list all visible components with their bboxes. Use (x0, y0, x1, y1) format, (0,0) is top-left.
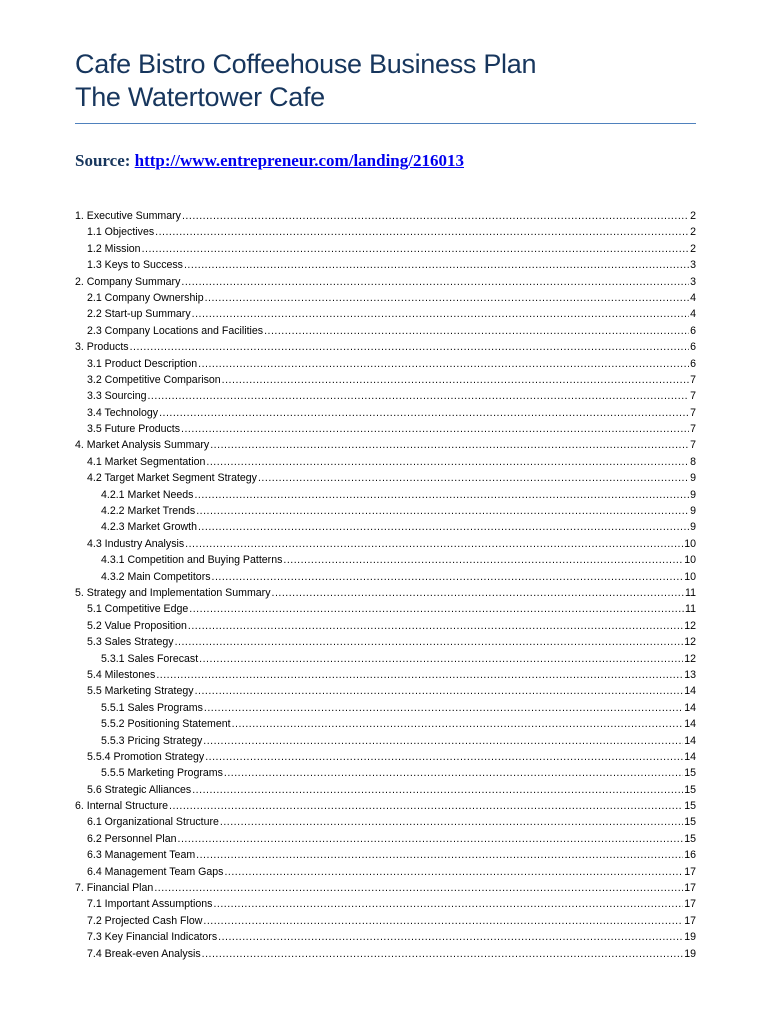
toc-entry-page-number: 7 (690, 406, 696, 419)
toc-entry-label: 3.1 Product Description (87, 357, 198, 370)
toc-entry-label: 3.4 Technology (87, 406, 159, 419)
toc-entry[interactable] (75, 601, 696, 617)
toc-dot-leader (178, 831, 684, 847)
toc-entry[interactable] (75, 356, 696, 372)
toc-entry-label: 5.5 Marketing Strategy (87, 685, 194, 698)
toc-entry[interactable] (75, 798, 696, 814)
toc-entry[interactable] (75, 454, 696, 470)
toc-entry[interactable] (75, 749, 696, 765)
toc-entry[interactable] (75, 716, 696, 732)
toc-entry[interactable] (75, 274, 696, 290)
source-line (75, 151, 464, 171)
toc-entry[interactable] (75, 405, 696, 421)
toc-entry[interactable] (75, 896, 696, 912)
toc-entry-page-number: 10 (684, 570, 696, 583)
toc-entry-page-number: 7 (690, 373, 696, 386)
toc-entry-label: 4.2.2 Market Trends (101, 505, 196, 518)
toc-entry-page-number: 6 (690, 341, 696, 354)
toc-entry-page-number: 14 (684, 701, 696, 714)
toc-entry-label: 6. Internal Structure (75, 800, 169, 813)
toc-entry-label: 2.2 Start-up Summary (87, 308, 191, 321)
toc-entry-page-number: 15 (684, 832, 696, 845)
toc-entry-label: 7.4 Break-even Analysis (87, 947, 201, 960)
toc-entry-page-number: 11 (685, 586, 696, 599)
toc-entry-label: 6.1 Organizational Structure (87, 816, 219, 829)
toc-entry-label: 7.3 Key Financial Indicators (87, 931, 218, 944)
toc-dot-leader (185, 536, 683, 552)
toc-entry[interactable] (75, 388, 696, 404)
toc-entry[interactable] (75, 880, 696, 896)
toc-entry[interactable] (75, 339, 696, 355)
source-label: Source: (75, 151, 131, 170)
table-of-contents (75, 208, 696, 962)
toc-entry-label: 3. Products (75, 341, 129, 354)
toc-dot-leader (181, 421, 689, 437)
toc-entry-label: 5.4 Milestones (87, 668, 156, 681)
toc-dot-leader (142, 241, 690, 257)
toc-dot-leader (222, 372, 689, 388)
toc-entry[interactable] (75, 241, 696, 257)
toc-entry-page-number: 17 (684, 882, 696, 895)
toc-entry[interactable] (75, 946, 696, 962)
toc-dot-leader (258, 470, 689, 486)
toc-dot-leader (154, 880, 683, 896)
toc-entry[interactable] (75, 470, 696, 486)
toc-dot-leader (196, 503, 689, 519)
toc-entry[interactable] (75, 585, 696, 601)
toc-entry-page-number: 9 (690, 505, 696, 518)
toc-entry[interactable] (75, 257, 696, 273)
toc-entry-label: 6.3 Management Team (87, 849, 196, 862)
title-line-2: The Watertower Cafe (75, 82, 325, 112)
toc-dot-leader (212, 569, 684, 585)
toc-dot-leader (202, 946, 684, 962)
toc-dot-leader (205, 749, 683, 765)
toc-entry-label: 3.5 Future Products (87, 423, 181, 436)
toc-entry-page-number: 15 (684, 800, 696, 813)
toc-dot-leader (283, 552, 683, 568)
toc-dot-leader (175, 634, 684, 650)
toc-entry[interactable] (75, 306, 696, 322)
toc-entry-label: 5.5.3 Pricing Strategy (101, 734, 203, 747)
toc-entry[interactable] (75, 651, 696, 667)
toc-entry-page-number: 13 (684, 668, 696, 681)
toc-entry-page-number: 17 (684, 898, 696, 911)
toc-dot-leader (156, 667, 683, 683)
toc-entry-label: 5.5.2 Positioning Statement (101, 718, 231, 731)
toc-entry[interactable] (75, 487, 696, 503)
toc-dot-leader (224, 765, 683, 781)
document-title (75, 48, 715, 114)
toc-entry-label: 4.3.2 Main Competitors (101, 570, 211, 583)
toc-entry-page-number: 6 (690, 324, 696, 337)
toc-entry-page-number: 12 (684, 619, 696, 632)
toc-entry-label: 2.1 Company Ownership (87, 291, 204, 304)
toc-entry-label: 7.2 Projected Cash Flow (87, 914, 203, 927)
toc-entry-page-number: 7 (690, 390, 696, 403)
toc-entry-page-number: 16 (684, 849, 696, 862)
toc-dot-leader (264, 323, 689, 339)
toc-dot-leader (189, 601, 684, 617)
toc-entry-page-number: 14 (684, 685, 696, 698)
toc-entry-page-number: 9 (690, 521, 696, 534)
toc-entry-page-number: 2 (690, 242, 696, 255)
toc-entry[interactable] (75, 634, 696, 650)
toc-entry-label: 3.2 Competitive Comparison (87, 373, 221, 386)
toc-entry[interactable] (75, 437, 696, 453)
toc-dot-leader (169, 798, 683, 814)
toc-entry-page-number: 3 (690, 275, 696, 288)
toc-entry[interactable] (75, 831, 696, 847)
toc-entry-page-number: 15 (684, 783, 696, 796)
toc-entry-label: 1. Executive Summary (75, 210, 181, 222)
toc-entry-label: 5.1 Competitive Edge (87, 603, 189, 616)
toc-entry-label: 5.5.5 Marketing Programs (101, 767, 223, 780)
toc-dot-leader (198, 356, 689, 372)
toc-dot-leader (159, 405, 689, 421)
toc-dot-leader (188, 618, 683, 634)
toc-dot-leader (198, 519, 689, 535)
toc-entry-label: 5.3.1 Sales Forecast (101, 652, 199, 665)
toc-entry-page-number: 4 (690, 308, 696, 321)
toc-entry[interactable] (75, 667, 696, 683)
toc-dot-leader (195, 683, 684, 699)
toc-entry-page-number: 17 (684, 865, 696, 878)
toc-entry-label: 4.3 Industry Analysis (87, 537, 185, 550)
toc-dot-leader (224, 864, 683, 880)
toc-entry-label: 4.2.3 Market Growth (101, 521, 197, 534)
toc-entry[interactable] (75, 552, 696, 568)
toc-entry[interactable] (75, 208, 696, 224)
toc-entry-label: 4. Market Analysis Summary (75, 439, 210, 452)
toc-entry[interactable] (75, 519, 696, 535)
toc-entry[interactable] (75, 782, 696, 798)
toc-dot-leader (181, 274, 689, 290)
toc-entry-label: 5.5.4 Promotion Strategy (87, 750, 205, 763)
toc-entry-label: 6.2 Personnel Plan (87, 832, 177, 845)
toc-entry[interactable] (75, 569, 696, 585)
toc-entry-label: 4.3.1 Competition and Buying Patterns (101, 554, 283, 567)
toc-dot-leader (155, 224, 689, 240)
toc-dot-leader (194, 487, 689, 503)
toc-dot-leader (203, 733, 683, 749)
toc-entry[interactable] (75, 847, 696, 863)
title-line-1: Cafe Bistro Coffeehouse Business Plan (75, 49, 537, 79)
toc-dot-leader (206, 454, 689, 470)
toc-entry-page-number: 12 (684, 636, 696, 649)
toc-entry[interactable] (75, 421, 696, 437)
toc-entry-label: 4.1 Market Segmentation (87, 455, 206, 468)
toc-entry-page-number: 11 (685, 603, 696, 616)
toc-entry[interactable] (75, 765, 696, 781)
toc-entry-page-number: 4 (690, 291, 696, 304)
toc-entry-page-number: 19 (684, 931, 696, 944)
toc-entry-label: 5.2 Value Proposition (87, 619, 187, 632)
toc-entry[interactable] (75, 814, 696, 830)
toc-entry-page-number: 9 (690, 488, 696, 501)
toc-entry-label: 6.4 Management Team Gaps (87, 865, 224, 878)
toc-entry-label: 7. Financial Plan (75, 882, 154, 895)
toc-dot-leader (182, 208, 689, 224)
toc-entry[interactable] (75, 536, 696, 552)
toc-dot-leader (218, 929, 683, 945)
toc-entry[interactable] (75, 372, 696, 388)
source-link[interactable]: http://www.entrepreneur.com/landing/216013 (134, 151, 464, 170)
toc-dot-leader (272, 585, 685, 601)
toc-entry-label: 4.2 Target Market Segment Strategy (87, 472, 257, 485)
toc-entry[interactable] (75, 618, 696, 634)
toc-dot-leader (192, 306, 689, 322)
toc-entry[interactable] (75, 503, 696, 519)
toc-entry-label: 3.3 Sourcing (87, 390, 147, 403)
toc-dot-leader (213, 896, 683, 912)
toc-dot-leader (210, 437, 689, 453)
toc-dot-leader (130, 339, 690, 355)
toc-dot-leader (204, 700, 683, 716)
toc-entry-page-number: 8 (690, 455, 696, 468)
toc-entry-page-number: 15 (684, 767, 696, 780)
toc-dot-leader (220, 814, 683, 830)
toc-entry-page-number: 14 (684, 750, 696, 763)
toc-entry-label: 5. Strategy and Implementation Summary (75, 586, 271, 599)
toc-entry-page-number: 17 (684, 914, 696, 927)
toc-entry-label: 1.1 Objectives (87, 226, 155, 239)
toc-entry-page-number: 19 (684, 947, 696, 960)
toc-entry[interactable] (75, 700, 696, 716)
toc-entry[interactable] (75, 323, 696, 339)
toc-entry-page-number: 7 (690, 423, 696, 436)
toc-entry-page-number: 10 (684, 554, 696, 567)
toc-entry[interactable] (75, 929, 696, 945)
toc-entry-page-number: 2 (690, 226, 696, 239)
toc-dot-leader (196, 847, 683, 863)
toc-entry[interactable] (75, 913, 696, 929)
toc-entry-label: 7.1 Important Assumptions (87, 898, 213, 911)
toc-entry-page-number: 15 (684, 816, 696, 829)
toc-entry-page-number: 10 (684, 537, 696, 550)
toc-dot-leader (205, 290, 690, 306)
toc-entry[interactable] (75, 733, 696, 749)
toc-dot-leader (184, 257, 689, 273)
toc-entry-page-number: 7 (690, 439, 696, 452)
toc-entry-label: 1.2 Mission (87, 242, 141, 255)
toc-entry[interactable] (75, 683, 696, 699)
toc-entry-page-number: 9 (690, 472, 696, 485)
toc-entry[interactable] (75, 864, 696, 880)
toc-entry-label: 4.2.1 Market Needs (101, 488, 194, 501)
toc-entry-page-number: 2 (690, 210, 696, 222)
toc-dot-leader (192, 782, 683, 798)
toc-entry-page-number: 14 (684, 718, 696, 731)
toc-dot-leader (147, 388, 689, 404)
toc-entry[interactable] (75, 290, 696, 306)
toc-entry-label: 5.3 Sales Strategy (87, 636, 174, 649)
toc-entry-label: 5.6 Strategic Alliances (87, 783, 192, 796)
toc-dot-leader (203, 913, 683, 929)
toc-entry[interactable] (75, 224, 696, 240)
toc-dot-leader (199, 651, 683, 667)
toc-entry-label: 1.3 Keys to Success (87, 259, 183, 272)
toc-entry-label: 2.3 Company Locations and Facilities (87, 324, 264, 337)
toc-entry-label: 2. Company Summary (75, 275, 181, 288)
toc-entry-page-number: 14 (684, 734, 696, 747)
toc-entry-page-number: 6 (690, 357, 696, 370)
toc-entry-page-number: 3 (690, 259, 696, 272)
title-divider (75, 123, 696, 124)
toc-entry-label: 5.5.1 Sales Programs (101, 701, 203, 714)
toc-entry-page-number: 12 (684, 652, 696, 665)
toc-dot-leader (232, 716, 684, 732)
